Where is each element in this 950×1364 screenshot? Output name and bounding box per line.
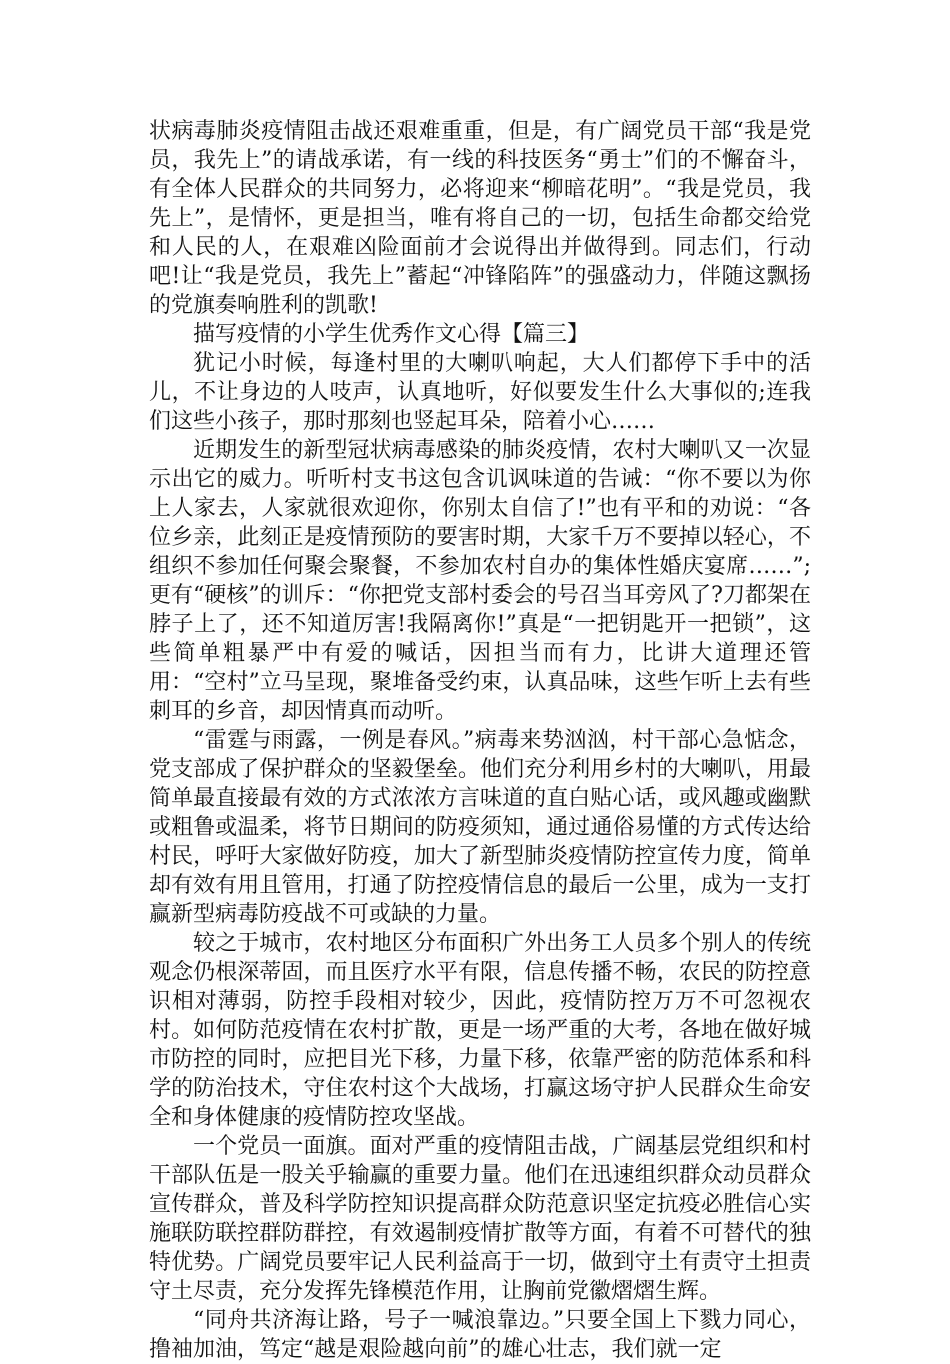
paragraph: “雷霆与雨露，一例是春风。”病毒来势汹汹，村干部心急惦念，党支部成了保护群众的坚毅堡垒。他们充分利用乡村的大喇叭，用最简单最直接最有效的方式浓浓方言味道的直白贴心话，或风趣或幽默或粗鲁或温柔，将节日期间的防疫须知，通过通俗易懂的方式传达给村民，呼吁大家做好防疫，加大了新型肺炎疫情防控宣传力度，简单却有效有用且管用，打通了防控疫情信息的最后一公里，成为一支打赢新型病毒防疫战不可或缺的力量。 — [149, 728, 811, 927]
section-heading: 描写疫情的小学生优秀作文心得【篇三】 — [193, 322, 590, 347]
paragraph: 较之于城市，农村地区分布面积广外出务工人员多个别人的传统观念仍根深蒂固，而且医疗水平有限，信息传播不畅，农民的防控意识相对薄弱，防控手段相对较少，因此，疫情防控万万不可忽视农村。如何防范疫情在农村扩散，更是一场严重的大考，各地在做好城市防控的同时，应把目光下移，力量下移，依靠严密的防范体系和科学的防治技术，守住农村这个大战场，打赢这场守护人民群众生命安全和身体健康的疫情防控攻坚战。 — [149, 931, 811, 1130]
paragraph: 近期发生的新型冠状病毒感染的肺炎疫情，农村大喇叭又一次显示出它的威力。听听村支书这包含讥讽味道的告诫：“你不要以为你上人家去，人家就很欢迎你，你别太自信了!”也有平和的劝说：“各位乡亲，此刻正是疫情预防的要害时期，大家千万不要掉以轻心，不组织不参加任何聚会聚餐，不参加农村自办的集体性婚庆宴席……”;更有“硬核”的训斥：“你把党支部村委会的号召当耳旁风了?刀都架在脖子上了，还不知道厉害!我隔离你!”真是“一把钥匙开一把锁”，这些简单粗暴严中有爱的喊话，因担当而有力，比讲大道理还管用：“空村”立马呈现，聚堆备受约束，认真品味，这些乍听上去有些刺耳的乡音，却因情真而动听。 — [149, 438, 811, 724]
paragraph-continuation: 状病毒肺炎疫情阻击战还艰难重重，但是，有广阔党员干部“我是党员，我先上”的请战承诺，有一线的科技医务“勇士”们的不懈奋斗，有全体人民群众的共同努力，必将迎来“柳暗花明”。“我是党员，我先上”，是情怀，更是担当，唯有将自己的一切，包括生命都交给党和人民的人，在艰难凶险面前才会说得出并做得到。同志们，行动吧!让“我是党员，我先上”蓄起“冲锋陷阵”的强盛动力，伴随这飘扬的党旗奏响胜利的凯歌! — [149, 119, 811, 318]
document-body — [149, 117, 811, 1364]
paragraph: 犹记小时候，每逢村里的大喇叭响起，大人们都停下手中的活儿，不让身边的人吱声，认真地听，好似要发生什么大事似的;连我们这些小孩子，那时那刻也竖起耳朵，陪着小心…… — [149, 351, 811, 434]
paragraph: 一个党员一面旗。面对严重的疫情阻击战，广阔基层党组织和村干部队伍是一股关乎输赢的重要力量。他们在迅速组织群众动员群众宣传群众，普及科学防控知识提高群众防范意识坚定抗疫必胜信心实施联防联控群防群控，有效遏制疫情扩散等方面，有着不可替代的独特优势。广阔党员要牢记人民利益高于一切，做到守土有责守土担责守土尽责，充分发挥先锋模范作用，让胸前党徽熠熠生辉。 — [149, 1134, 811, 1304]
paragraph: “同舟共济海让路，号子一喊浪靠边。”只要全国上下戮力同心，撸袖加油，笃定“越是艰险越向前”的雄心壮志，我们就一定 — [149, 1308, 811, 1362]
